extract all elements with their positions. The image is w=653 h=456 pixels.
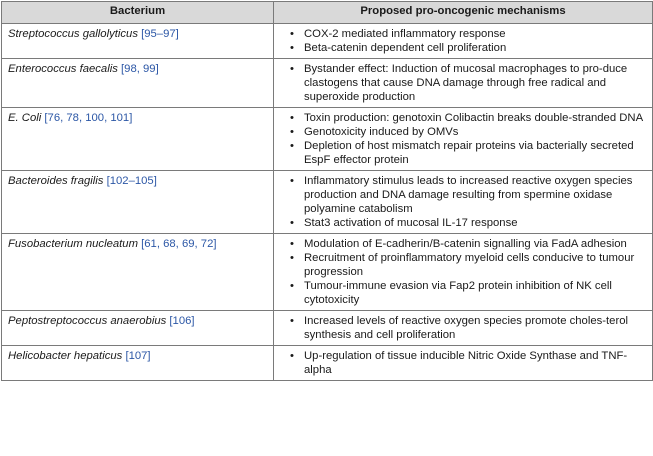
reference-link[interactable]: [107] (125, 350, 151, 362)
mechanism-list (290, 27, 648, 55)
bacterium-name: E. Coli (8, 112, 42, 124)
mechanism-item: • COX-2 mediated inflammatory response (290, 27, 648, 41)
mechanism-item: • Stat3 activation of mucosal IL-17 response (290, 216, 648, 230)
mechanism-item: • Depletion of host mismatch repair proteins via bacterially secreted EspF effector protein (290, 139, 648, 167)
mechanism-list (290, 349, 648, 377)
mechanism-list (290, 174, 648, 230)
reference-link[interactable]: [95–97] (141, 28, 179, 40)
bacterium-name: Enterococcus faecalis (8, 63, 118, 75)
mechanism-item: • Inflammatory stimulus leads to increased reactive oxygen species production and DNA damage resulting from spermine oxidase polyamine catabolism (290, 174, 648, 216)
bacterium-name: Bacteroides fragilis (8, 175, 104, 187)
mechanism-item: • Up-regulation of tissue inducible Nitric Oxide Synthase and TNF-alpha (290, 349, 648, 377)
bacteria-table (1, 1, 653, 381)
mechanisms-cell (274, 24, 653, 59)
mechanism-item: • Beta-catenin dependent cell proliferation (290, 41, 648, 55)
mechanisms-cell (274, 59, 653, 108)
table-row (2, 108, 653, 171)
table-row (2, 234, 653, 311)
mechanism-item: • Genotoxicity induced by OMVs (290, 125, 648, 139)
mechanism-list (290, 314, 648, 342)
mechanism-item: • Recruitment of proinflammatory myeloid cells conducive to tumour progression (290, 251, 648, 279)
header-row (2, 2, 653, 24)
mechanism-item: • Increased levels of reactive oxygen species promote choles-terol synthesis and cell proliferation (290, 314, 648, 342)
bacterium-cell (2, 171, 274, 234)
table-row (2, 59, 653, 108)
bacterium-cell (2, 346, 274, 381)
bacterium-name: Peptostreptococcus anaerobius (8, 315, 167, 327)
header-bacterium: Bacterium (2, 2, 274, 24)
mechanism-list (290, 237, 648, 307)
header-mechanisms: Proposed pro-oncogenic mechanisms (274, 2, 653, 24)
bacterium-cell (2, 59, 274, 108)
table-row (2, 171, 653, 234)
reference-link[interactable]: [61, 68, 69, 72] (141, 238, 217, 250)
mechanism-list (290, 62, 648, 104)
mechanism-item: • Bystander effect: Induction of mucosal macrophages to pro-duce clastogens that cause DNA damage through free radical and superoxide production (290, 62, 648, 104)
reference-link[interactable]: [98, 99] (121, 63, 159, 75)
table-row (2, 346, 653, 381)
bacterium-name: Helicobacter hepaticus (8, 350, 123, 362)
mechanisms-cell (274, 311, 653, 346)
mechanism-item: • Modulation of E-cadherin/B-catenin signalling via FadA adhesion (290, 237, 648, 251)
bacterium-cell (2, 311, 274, 346)
mechanism-item: • Tumour-immune evasion via Fap2 protein inhibition of NK cell cytotoxicity (290, 279, 648, 307)
reference-link[interactable]: [76, 78, 100, 101] (44, 112, 133, 124)
bacterium-cell (2, 108, 274, 171)
bacterium-cell (2, 234, 274, 311)
reference-link[interactable]: [106] (169, 315, 195, 327)
mechanisms-cell (274, 234, 653, 311)
bacterium-name: Streptococcus gallolyticus (8, 28, 138, 40)
bacterium-name: Fusobacterium nucleatum (8, 238, 138, 250)
mechanisms-cell (274, 346, 653, 381)
mechanisms-cell (274, 171, 653, 234)
mechanisms-cell (274, 108, 653, 171)
table-row (2, 311, 653, 346)
mechanism-item: • Toxin production: genotoxin Colibactin breaks double-stranded DNA (290, 111, 648, 125)
table-row (2, 24, 653, 59)
table-body (2, 24, 653, 381)
reference-link[interactable]: [102–105] (106, 175, 157, 187)
mechanism-list (290, 111, 648, 167)
bacterium-cell (2, 24, 274, 59)
